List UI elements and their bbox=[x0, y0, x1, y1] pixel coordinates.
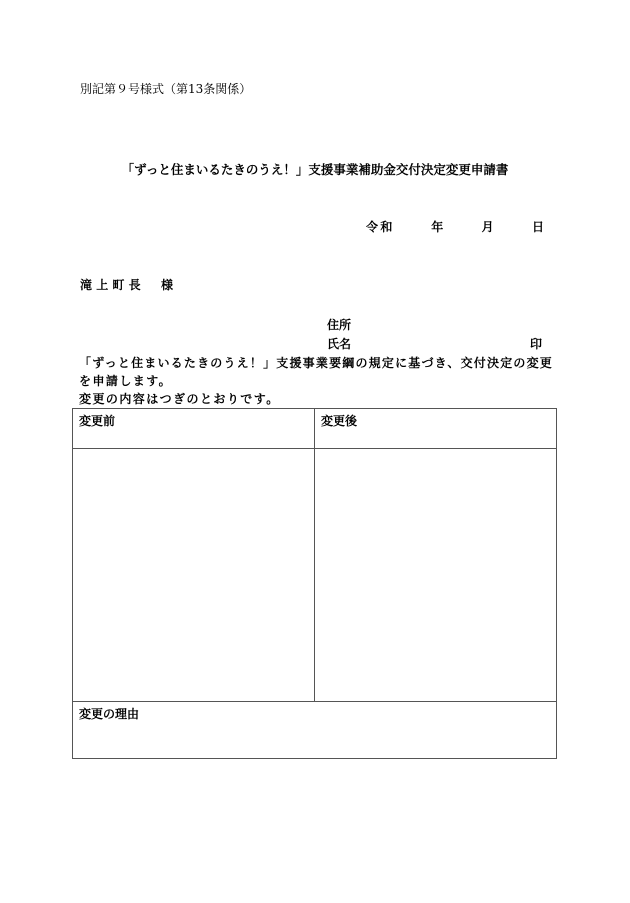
addressee: 滝上町長 様 bbox=[80, 278, 178, 292]
reason-label: 変更の理由 bbox=[79, 707, 140, 721]
application-statement bbox=[79, 354, 554, 408]
date-year: 年 bbox=[431, 220, 444, 234]
statement-line-2: を申請します。 bbox=[79, 374, 173, 388]
date-month: 月 bbox=[481, 220, 494, 234]
after-content-cell[interactable] bbox=[315, 449, 557, 702]
before-label: 変更前 bbox=[79, 414, 116, 428]
date-era: 令和 bbox=[366, 220, 395, 234]
form-number: 別記第９号様式（第13条関係） bbox=[80, 82, 252, 96]
before-content-cell[interactable] bbox=[73, 449, 315, 702]
address-label: 住所 bbox=[327, 318, 352, 332]
after-header bbox=[315, 409, 557, 449]
after-label: 変更後 bbox=[321, 414, 358, 428]
date-day: 日 bbox=[531, 220, 544, 234]
document-title: 「ずっと住まいるたきのうえ！」支援事業補助金交付決定変更申請書 bbox=[121, 162, 509, 177]
seal-mark: 印 bbox=[530, 337, 543, 351]
name-label: 氏名 bbox=[327, 337, 352, 351]
change-table bbox=[72, 408, 557, 759]
before-header bbox=[73, 409, 315, 449]
statement-line-3: 変更の内容はつぎのとおりです。 bbox=[79, 392, 280, 406]
application-date bbox=[366, 218, 544, 235]
statement-line-1: 「ずっと住まいるたきのうえ！」支援事業要綱の規定に基づき、交付決定の変更 bbox=[79, 356, 554, 370]
reason-cell[interactable] bbox=[73, 702, 557, 759]
